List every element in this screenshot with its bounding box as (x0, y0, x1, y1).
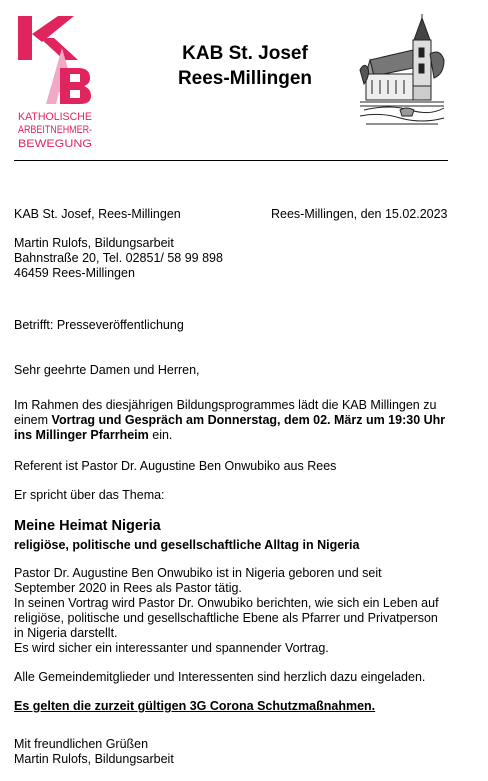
address-line: Bahnstraße 20, Tel. 02851/ 58 99 898 (14, 251, 223, 265)
body-line: Es wird sicher ein interessanter und spannender Vortrag. (14, 641, 329, 655)
body-line: In seinen Vortrag wird Pastor Dr. Onwubiko berichten, wie sich ein Leben auf (14, 596, 439, 610)
kab-logo (18, 16, 92, 151)
address-line: Martin Rulofs, Bildungsarbeit (14, 236, 174, 250)
logo-line3: BEWEGUNG (18, 138, 92, 150)
event-details: Vortrag und Gespräch am Donnerstag, dem 02. März um 19:30 Uhr (51, 413, 446, 427)
logo-line2: ARBEITNEHMER- (18, 124, 93, 136)
salutation: Sehr geehrte Damen und Herren, (14, 363, 200, 377)
signature-line: Martin Rulofs, Bildungsarbeit (14, 752, 174, 766)
header-divider (14, 160, 448, 161)
topic-title: Meine Heimat Nigeria (14, 518, 161, 534)
body-line: Pastor Dr. Augustine Ben Onwubiko ist in Nigeria geboren und seit (14, 566, 382, 580)
address-line: 46459 Rees-Millingen (14, 266, 135, 280)
event-location: ins Millinger Pfarrheim (14, 428, 149, 442)
page-title-line2: Rees-Millingen (177, 68, 313, 89)
intro-line2 (14, 412, 445, 428)
place-date: Rees-Millingen, den 15.02.2023 (271, 207, 448, 221)
corona-notice: Es gelten die zurzeit gültigen 3G Corona Schutzmaßnahmen. (14, 699, 376, 713)
logo-line1: KATHOLISCHE (18, 111, 92, 123)
topic-subtitle: religiöse, politische und gesellschaftliche Alltag in Nigeria (14, 538, 360, 552)
body-line: in Nigeria darstellt. (14, 626, 118, 640)
invitation-line: Alle Gemeindemitglieder und Interessenten sind herzlich dazu eingeladen. (14, 670, 426, 684)
subject-line: Betrifft: Presseveröffentlichung (14, 318, 184, 332)
body-line: religiöse, politische und gesellschaftliche Ebene als Pfarrer und Privatperson (14, 611, 438, 625)
intro-end: ein. (148, 428, 173, 442)
closing-line: Mit freundlichen Grüßen (14, 737, 149, 751)
intro-line3 (14, 427, 172, 443)
intro-line1: Im Rahmen des diesjährigen Bildungsprogrammes lädt die KAB Millingen zu (14, 398, 437, 412)
referent-line: Referent ist Pastor Dr. Augustine Ben Onwubiko aus Rees (14, 459, 337, 473)
page-title-line1: KAB St. Josef (182, 43, 308, 64)
sender-line: KAB St. Josef, Rees-Millingen (14, 207, 181, 221)
church-drawing (360, 14, 444, 130)
topic-intro: Er spricht über das Thema: (14, 488, 165, 502)
church-illustration (360, 14, 444, 130)
intro-text: einem (14, 413, 52, 427)
body-line: September 2020 in Rees als Pastor tätig. (14, 581, 242, 595)
kab-logo-mark (18, 16, 92, 151)
